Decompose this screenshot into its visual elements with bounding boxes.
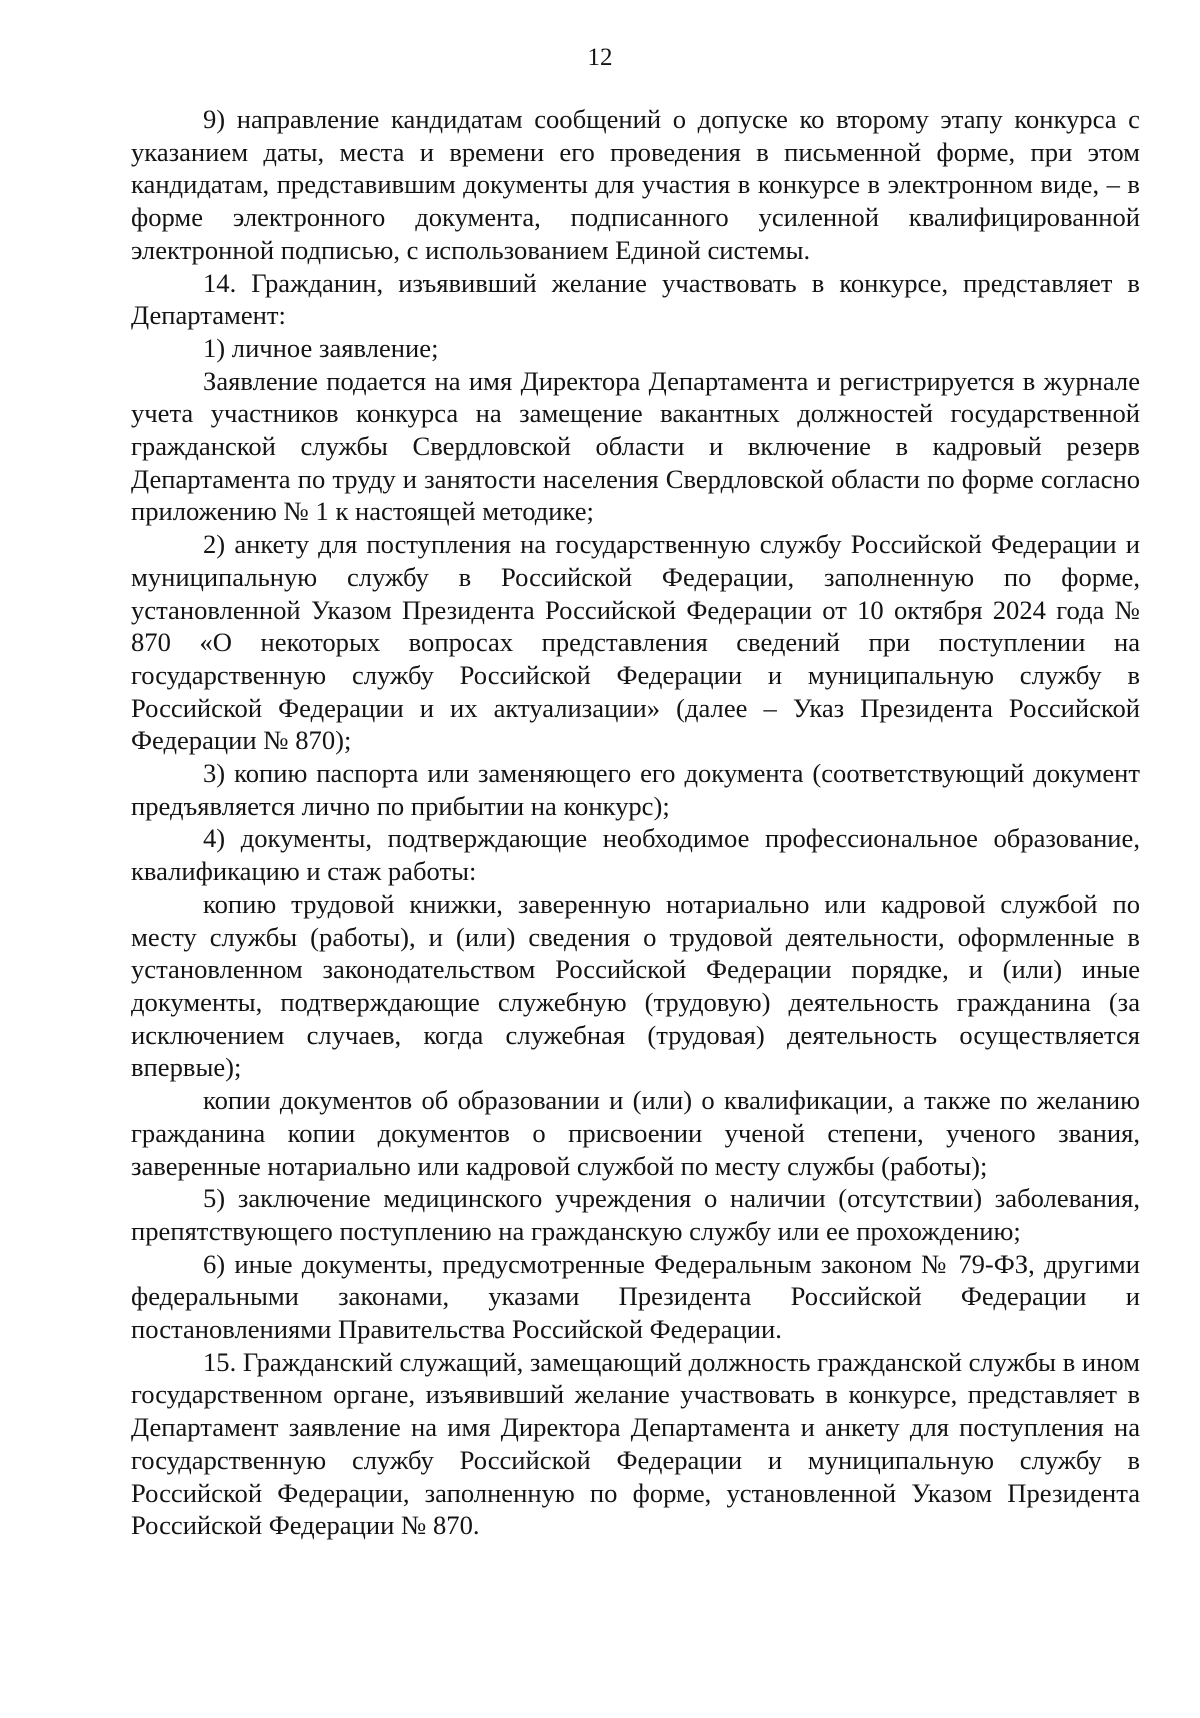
- page-number: 12: [587, 44, 613, 71]
- paragraph-item-1: 1) личное заявление;: [203, 332, 439, 363]
- paragraph-work-record: копию трудовой книжки, заверенную нотариально или кадровой службой по месту службы (работы), и (или) сведения о трудовой деятельности, оформленные в установленном законодательством Российской Федерации порядке, и (или) иные документы, подтверждающие служебную (трудовую) деятельность гражданина (за исключением случаев, когда служебная (трудовая) деятельность осуществляется впервые);: [131, 888, 1140, 1083]
- paragraph-item-9: 9) направление кандидатам сообщений о допуске ко второму этапу конкурса с указанием даты, места и времени его проведения в письменной форме, при этом кандидатам, представившим документы для участия в конкурсе в электронном виде, – в форме электронного документа, подписанного усиленной квалифицированной электронной подписью, с использованием Единой системы.: [131, 104, 1140, 265]
- paragraph-item-2: 2) анкету для поступления на государственную службу Российской Федерации и муниципальную службу в Российской Федерации, заполненную по форме, установленной Указом Президента Российской Федерации от 10 октября 2024 года № 870 «О некоторых вопросах представления сведений при поступлении на государственную службу Российской Федерации и муниципальную службу в Российской Федерации и их актуализации» (далее – Указ Президента Российской Федерации № 870);: [131, 529, 1140, 756]
- paragraph-education-docs: копии документов об образовании и (или) о квалификации, а также по желанию гражданина копии документов о присвоении ученой степени, ученого звания, заверенные нотариально или кадровой службой по месту службы (работы);: [131, 1085, 1140, 1181]
- document-body: [131, 103, 1140, 1542]
- paragraph-application-note: Заявление подается на имя Директора Департамента и регистрируется в журнале учета участников конкурса на замещение вакантных должностей государственной гражданской службы Свердловской области и включение в кадровый резерв Департамента по труду и занятости населения Свердловской области по форме согласно приложению № 1 к настоящей методике;: [131, 365, 1140, 527]
- paragraph-item-4: 4) документы, подтверждающие необходимое профессиональное образование, квалификацию и стаж работы:: [131, 823, 1140, 887]
- paragraph-section-15: 15. Гражданский служащий, замещающий должность гражданской службы в ином государственном органе, изъявивший желание участвовать в конкурсе, представляет в Департамент заявление на имя Директора Департамента и анкету для поступления на государственную службу Российской Федерации и муниципальную службу в Российской Федерации, заполненную по форме, установленной Указом Президента Российской Федерации № 870.: [131, 1346, 1140, 1541]
- paragraph-item-3: 3) копию паспорта или заменяющего его документа (соответствующий документ предъявляется лично по прибытии на конкурс);: [131, 758, 1140, 821]
- paragraph-section-14: 14. Гражданин, изъявивший желание участвовать в конкурсе, представляет в Департамент:: [131, 267, 1140, 331]
- paragraph-item-5: 5) заключение медицинского учреждения о наличии (отсутствии) заболевания, препятствующего поступлению на гражданскую службу или ее прохождению;: [131, 1183, 1140, 1246]
- paragraph-item-6: 6) иные документы, предусмотренные Федеральным законом № 79-ФЗ, другими федеральными законами, указами Президента Российской Федерации и постановлениями Правительства Российской Федерации.: [131, 1248, 1140, 1345]
